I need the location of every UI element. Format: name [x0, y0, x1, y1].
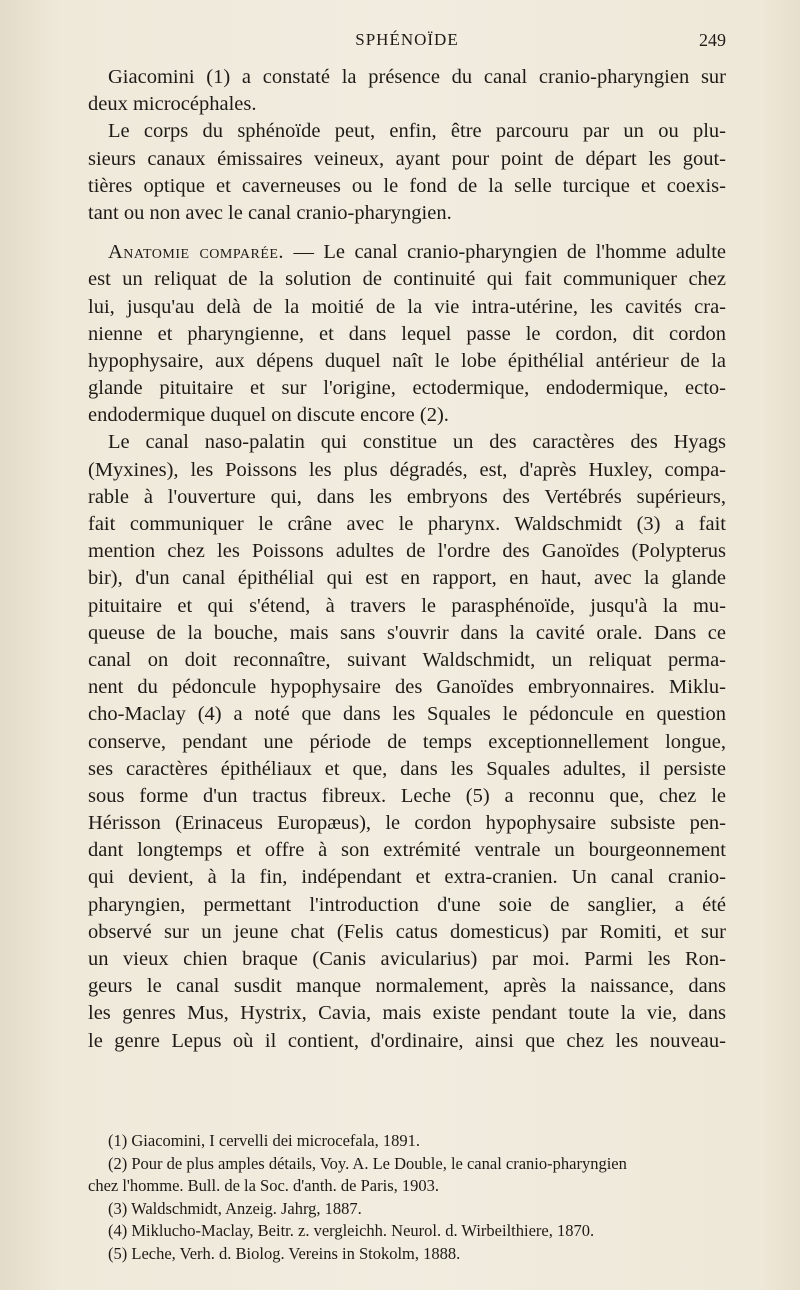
- text-line: conserve, pendant une période de temps exceptionnellement longue,: [88, 730, 726, 753]
- section-heading-line: Anatomie comparée. — Le canal cranio-pharyngien de l'homme adulte: [108, 241, 726, 264]
- text-line: un vieux chien braque (Canis avicularius) par moi. Parmi les Ron-: [88, 948, 726, 970]
- text-line: dant longtemps et offre à son extrémité ventrale un bourgeonnement: [88, 839, 726, 862]
- text-line: Le canal naso-palatin qui constitue un des caractères des Hyags: [108, 431, 726, 454]
- text-line: canal on doit reconnaître, suivant Waldschmidt, un reliquat perma-: [88, 648, 726, 671]
- text-line: bir), d'un canal épithélial qui est en rapport, en haut, avec la glande: [88, 567, 726, 590]
- text-line: tières optique et caverneuses ou le fond de la selle turcique et coexis-: [88, 174, 726, 197]
- text-line: nienne et pharyngienne, et dans lequel passe le cordon, dit cordon: [88, 322, 726, 345]
- text-line: endodermique duquel on discute encore (2).: [88, 404, 449, 427]
- text-line: (Myxines), les Poissons les plus dégradés, est, d'après Huxley, compa-: [88, 458, 726, 481]
- text-line: Le corps du sphénoïde peut, enfin, être parcouru par un ou plu-: [108, 120, 726, 143]
- footnotes: [88, 1130, 726, 1266]
- text-line: est un reliquat de la solution de continuité qui fait communiquer chez: [88, 268, 726, 291]
- text-line: deux microcéphales.: [88, 93, 257, 116]
- text-line: mention chez les Poissons adultes de l'ordre des Ganoïdes (Polypterus: [88, 540, 726, 563]
- text-line: queuse de la bouche, mais sans s'ouvrir dans la cavité orale. Dans ce: [88, 621, 726, 644]
- text-line: pituitaire et qui s'étend, à travers le parasphénoïde, jusqu'à la mu-: [88, 594, 726, 617]
- text-line: Giacomini (1) a constaté la présence du canal cranio-pharyngien sur: [108, 66, 726, 88]
- text-line: pharyngien, permettant l'introduction d'une soie de sanglier, a été: [88, 893, 726, 916]
- text-line: lui, jusqu'au delà de la moitié de la vie intra-utérine, les cavités cra-: [88, 295, 726, 318]
- text-line: tant ou non avec le canal cranio-pharyngien.: [88, 201, 452, 224]
- footnote: (4) Miklucho-Maclay, Beitr. z. vergleichh. Neurol. d. Wirbeilthiere, 1870.: [108, 1221, 595, 1241]
- text-line: fait communiquer le crâne avec le pharynx. Waldschmidt (3) a fait: [88, 513, 726, 535]
- running-title: SPHÉNOÏDE: [355, 30, 459, 49]
- text-line: les genres Mus, Hystrix, Cavia, mais existe pendant toute la vie, dans: [88, 1002, 726, 1025]
- text-line: observé sur un jeune chat (Felis catus domesticus) par Romiti, et sur: [88, 920, 726, 943]
- footnote: (1) Giacomini, I cervelli dei microcefala, 1891.: [108, 1131, 420, 1150]
- text-line: ses caractères épithéliaux et que, dans les Squales adultes, il persiste: [88, 757, 726, 780]
- page-number: 249: [699, 30, 726, 50]
- footnote: (3) Waldschmidt, Anzeig. Jahrg, 1887.: [108, 1198, 362, 1218]
- text-line: rable à l'ouverture qui, dans les embryons des Vertébrés supérieurs,: [88, 485, 726, 508]
- text-line: hypophysaire, aux dépens duquel naît le lobe épithélial antérieur de la: [88, 349, 726, 372]
- text-line: geurs le canal susdit manque normalement, après la naissance, dans: [88, 975, 726, 998]
- section-heading: Anatomie comparée.: [108, 241, 285, 264]
- text-line: sous forme d'un tractus fibreux. Leche (5) a reconnu que, chez le: [88, 784, 726, 807]
- footnote: (2) Pour de plus amples détails, Voy. A. Le Double, le canal cranio-pharyngien: [108, 1153, 627, 1173]
- text-line: qui devient, à la fin, indépendant et extra-cranien. Un canal cranio-: [88, 866, 726, 889]
- footnote: chez l'homme. Bull. de la Soc. d'anth. de Paris, 1903.: [88, 1176, 440, 1196]
- text-line: sieurs canaux émissaires veineux, ayant pour point de départ les gout-: [88, 147, 726, 170]
- text-line: Hérisson (Erinaceus Europæus), le cordon hypophysaire subsiste pen-: [88, 812, 726, 835]
- main-text: [88, 64, 726, 1055]
- text-line: glande pituitaire et sur l'origine, ectodermique, endodermique, ecto-: [88, 377, 726, 400]
- page-header: [88, 30, 726, 60]
- text-line: cho-Maclay (4) a noté que dans les Squales le pédoncule en question: [88, 703, 726, 726]
- text-line: le genre Lepus où il contient, d'ordinaire, ainsi que chez les nouveau-: [88, 1029, 726, 1052]
- text-line: nent du pédoncule hypophysaire des Ganoïdes embryonnaires. Miklu-: [88, 676, 726, 699]
- footnote: (5) Leche, Verh. d. Biolog. Vereins in Stokolm, 1888.: [108, 1243, 461, 1263]
